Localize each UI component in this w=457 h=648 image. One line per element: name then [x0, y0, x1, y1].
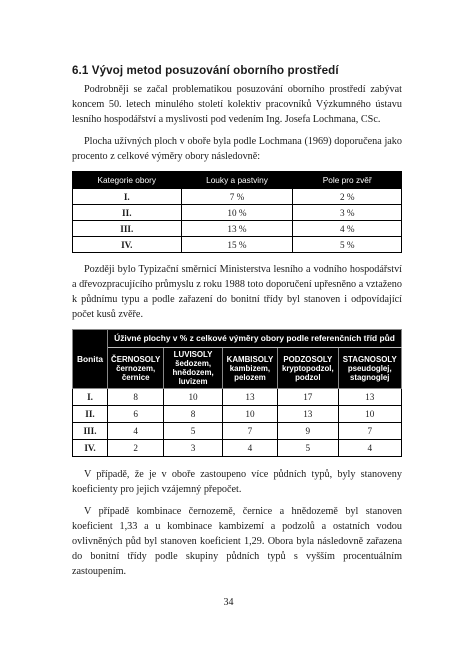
column-header-meadows: Louky a pastviny [181, 172, 293, 189]
column-header-fields: Pole pro zvěř [293, 172, 402, 189]
table-header-row [73, 172, 402, 189]
column-title: KAMBISOLY [226, 354, 274, 364]
table-cell: I. [73, 189, 182, 205]
table-cell: 13 % [181, 221, 293, 237]
table-row [73, 189, 402, 205]
meadow-share-table [72, 171, 402, 253]
table-row [73, 406, 402, 423]
table-cell: 4 [108, 423, 164, 440]
column-title: PODZOSOLY [283, 354, 333, 364]
page-content [72, 64, 402, 586]
table-cell: III. [73, 423, 108, 440]
table-cell: 10 [164, 389, 223, 406]
table-cell: 13 [278, 406, 338, 423]
table-cell: 7 [338, 423, 401, 440]
column-header-kambisoly [222, 348, 277, 389]
table-cell: 17 [278, 389, 338, 406]
table-cell: 10 [222, 406, 277, 423]
table-cell: 7 % [181, 189, 293, 205]
table-row [73, 205, 402, 221]
column-title: ČERNOSOLY [111, 354, 161, 364]
table-cell: 4 [338, 440, 401, 457]
column-header-podzosoly [278, 348, 338, 389]
table-cell: 9 [278, 423, 338, 440]
table-cell: 6 [108, 406, 164, 423]
table-cell: 15 % [181, 237, 293, 253]
page-number: 34 [223, 597, 234, 608]
table-row [73, 423, 402, 440]
column-header-category: Kategorie obory [73, 172, 182, 189]
column-subtitle: pseudoglej, stagnoglej [347, 363, 392, 382]
column-title: LUVISOLY [173, 350, 213, 359]
table-cell: 10 % [181, 205, 293, 221]
column-header-cernosoly [108, 348, 164, 389]
table-cell: 8 [164, 406, 223, 423]
table-header-row [73, 330, 402, 348]
column-header-stagnosoly [338, 348, 401, 389]
table-row [73, 237, 402, 253]
column-header-luvisoly [164, 348, 223, 389]
table-cell: 2 % [293, 189, 402, 205]
table-row [73, 389, 402, 406]
table-cell: 13 [338, 389, 401, 406]
table-cell: 13 [222, 389, 277, 406]
table-row [73, 221, 402, 237]
paragraph-4: V případě, že je v oboře zastoupeno více půdních typů, byly stanoveny koeficienty pro jejich vzájemný přepočet. [72, 469, 402, 495]
table-cell: I. [73, 389, 108, 406]
table-cell: 7 [222, 423, 277, 440]
table-cell: 5 [164, 423, 223, 440]
table-cell: II. [73, 205, 182, 221]
table-row [73, 440, 402, 457]
column-title: STAGNOSOLY [342, 354, 397, 364]
table-cell: 3 [164, 440, 223, 457]
paragraph-3: Později bylo Typizační směrnicí Ministerstva lesního a vodního hospodářství a dřevozpracujícího průmyslu z roku 1988 toto doporučení upřesněno a vztaženo k půdnímu typu a podle zařazení do bonitní třídy byl stanoven i odpovídající počet kusů zvěře. [72, 264, 402, 320]
table-cell: III. [73, 221, 182, 237]
column-header-bonita: Bonita [73, 330, 108, 389]
table-cell: 5 [278, 440, 338, 457]
table-cell: 4 % [293, 221, 402, 237]
column-subtitle: kryptopodzol, podzol [281, 363, 334, 382]
paragraph-1: Podrobněji se začal problematikou posuzování oborního prostředí zabývat koncem 50. letech minulého století kolektiv pracovníků Výzkumného ústavu lesního hospodářství a myslivosti pod vedením Ing. Josefa Lochmana, CSc. [72, 84, 402, 125]
column-group-header: Úživné plochy v % z celkové výměry obory podle referenčních tříd půd [108, 330, 402, 348]
paragraph-5: V případě kombinace černozemě, černice a hnědozemě byl stanoven koeficient 1,33 a u kombinace kambizemí a podzolů a ostatních vodou ovlivněných půd byl stanoven koeficient 1,29. Obora byla následovně zařazena do bonitní třídy podle skupiny půdních typů s vyšším procentuálním zastoupením. [72, 506, 402, 577]
column-subtitle: kambizem, pelozem [229, 363, 271, 382]
column-subtitle: šedozem, hnědozem, luvizem [172, 359, 214, 386]
table-cell: 8 [108, 389, 164, 406]
table-cell: 3 % [293, 205, 402, 221]
table-cell: IV. [73, 440, 108, 457]
column-subtitle: černozem, černice [116, 363, 156, 382]
soil-type-table [72, 329, 402, 457]
table-cell: 10 [338, 406, 401, 423]
table-cell: II. [73, 406, 108, 423]
table-header-row [73, 348, 402, 389]
table-cell: 2 [108, 440, 164, 457]
table-cell: 4 [222, 440, 277, 457]
table-cell: IV. [73, 237, 182, 253]
paragraph-2: Plocha užívných ploch v oboře byla podle Lochmana (1969) doporučena jako procento z celkové výměry obory následovně: [72, 136, 402, 162]
section-heading: 6.1 Vývoj metod posuzování oborního prostředí [72, 64, 339, 77]
table-cell: 5 % [293, 237, 402, 253]
